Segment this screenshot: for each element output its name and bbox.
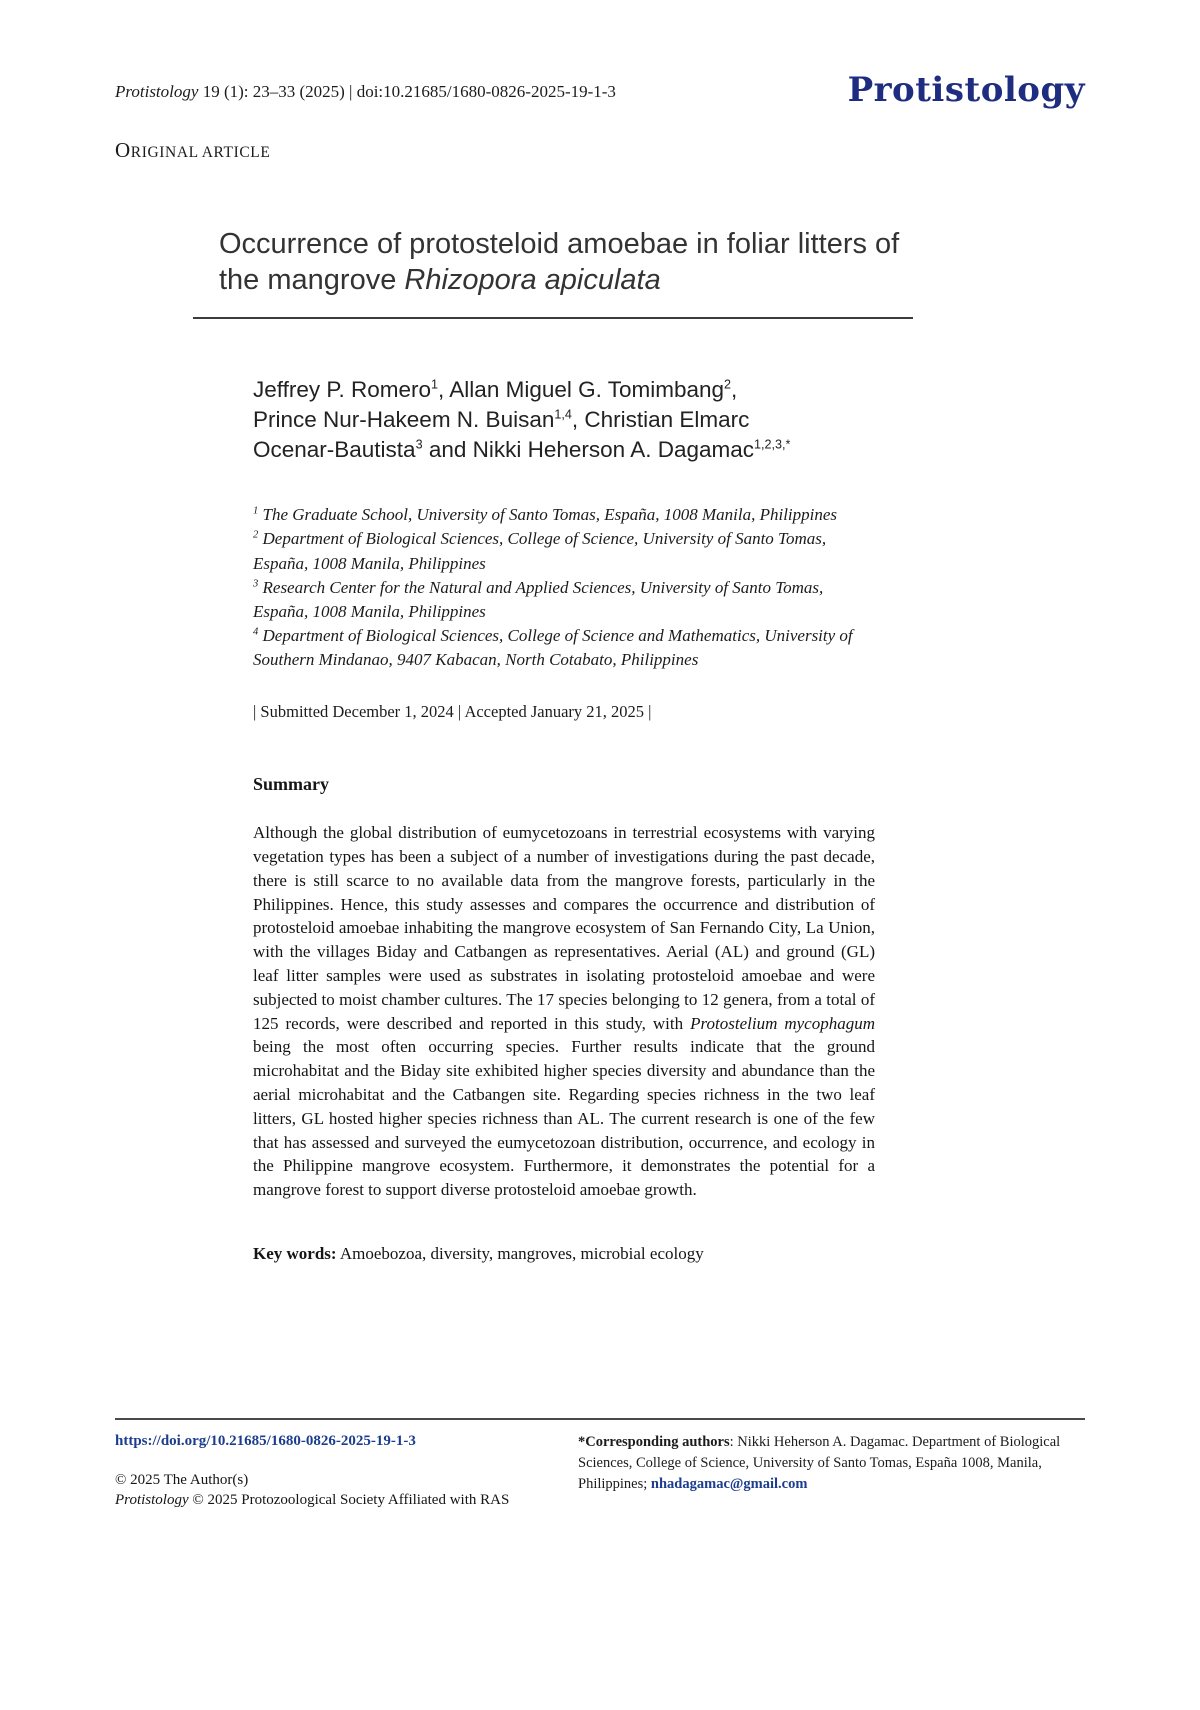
affiliation-item: [253, 624, 875, 672]
doi-link[interactable]: https://doi.org/10.21685/1680-0826-2025-19-1-3: [115, 1433, 416, 1449]
affiliation-number: 1: [253, 505, 259, 517]
copyright-text: © 2025 The Author(s): [115, 1472, 249, 1488]
author-name: Ocenar-Bautista: [253, 437, 416, 463]
author-superscript: 1,4: [554, 407, 572, 422]
affiliation-number: 4: [253, 626, 259, 638]
society-text: [115, 1492, 565, 1509]
society-journal-name: Protistology: [115, 1492, 189, 1508]
corresponding-label: *Corresponding authors: [578, 1434, 730, 1450]
paper-title: [219, 227, 909, 299]
affiliation-text: The Graduate School, University of Santo Tomas, España, 1008 Manila, Philippines: [262, 505, 838, 525]
author-name: Nikki Heherson A. Dagamac: [472, 437, 755, 463]
author-name: Prince Nur-Hakeem N. Buisan: [253, 407, 555, 433]
authors-block: [253, 375, 1085, 465]
page-footer: [115, 1418, 1085, 1509]
citation-journal-name: Protistology: [115, 82, 199, 101]
author-name: Jeffrey P. Romero: [253, 376, 432, 402]
citation-details: 19 (1): 23–33 (2025) | doi:10.21685/1680-0826-2025-19-1-3: [198, 82, 616, 101]
summary-heading: Summary: [253, 774, 329, 795]
keywords-label: Key words:: [253, 1243, 337, 1263]
article-type-label: [115, 138, 1085, 163]
author-separator: and: [422, 437, 473, 463]
author-name: Christian Elmarc: [584, 407, 750, 433]
article-type-rest: RIGINAL ARTICLE: [130, 144, 271, 161]
affiliation-text: Research Center for the Natural and Applied Sciences, University of Santo Tomas, España, 1008 Manila, Philippines: [253, 577, 824, 621]
species-name-italic: Protostelium mycophagum: [690, 1013, 875, 1033]
affiliation-number: 3: [253, 578, 259, 590]
author-line: [253, 375, 1085, 405]
author-separator: ,: [731, 376, 738, 402]
author-separator: ,: [438, 376, 450, 402]
author-superscript: 3: [415, 437, 423, 452]
affiliation-item: [253, 527, 875, 575]
email-link[interactable]: nhadagamac@gmail.com: [650, 1476, 808, 1493]
affiliation-text: Department of Biological Sciences, College of Science and Mathematics, University of Southern Mindanao, 9407 Kabacan, North Cotabato, Philippines: [253, 625, 853, 670]
affiliation-item: [253, 503, 875, 527]
society-rest: © 2025 Protozoological Society Affiliated with RAS: [188, 1492, 510, 1508]
keywords-text: Amoebozoa, diversity, mangroves, microbial ecology: [336, 1243, 704, 1263]
author-name: Allan Miguel G. Tomimbang: [449, 376, 725, 402]
author-line: [253, 435, 1085, 465]
footer-left-column: [115, 1432, 565, 1509]
paper-title-species: Rhizopora apiculata: [404, 263, 661, 296]
summary-part2: being the most often occurring species. Further results indicate that the ground microhabitat and the Biday site exhibited higher species diversity and abundance than the aerial microhabitat and the Catbangen site. Regarding species richness in the two leaf litters, GL hosted higher species richness than AL. The current research is one of the few that has assessed and surveyed the eumycetozoan distribution, occurrence, and ecology in the Philippine mangrove ecosystem. Furthermore, it demonstrates the potential for a mangrove forest to support diverse protosteloid amoebae growth.: [253, 1037, 875, 1200]
corresponding-authors-note: [578, 1432, 1085, 1509]
summary-text: [253, 821, 875, 1202]
journal-logo: Protistology: [847, 70, 1085, 110]
affiliation-text: Department of Biological Sciences, College of Science, University of Santo Tomas, España, 1008 Manila, Philippines: [253, 529, 827, 573]
article-type-initial: O: [115, 138, 131, 162]
author-line: [253, 405, 1085, 435]
author-superscript: 2: [724, 377, 732, 392]
title-divider: [193, 317, 913, 319]
author-separator: ,: [571, 407, 585, 433]
header-citation: [115, 82, 616, 102]
author-superscript: 1: [431, 377, 439, 392]
author-superscript: 1,2,3,*: [754, 437, 791, 452]
corresponding-text: : Nikki Heherson A. Dagamac. Department of Biological Sciences, College of Science, University of Santo Tomas, España 1008, Manila, Philippines;: [578, 1434, 1061, 1493]
affiliations-block: [253, 503, 875, 672]
paper-title-text: Occurrence of protosteloid amoebae in foliar litters of the mangrove: [219, 228, 900, 296]
summary-part1: Although the global distribution of eumycetozoans in terrestrial ecosystems with varying vegetation types has been a subject of a number of investigations during the past decade, there is still scarce to no available data from the mangrove forests, particularly in the Philippines. Hence, this study assesses and compares the occurrence and distribution of protosteloid amoebae inhabiting the mangrove ecosystem of San Fernando City, La Union, with the villages Biday and Catbangen as representatives. Aerial (AL) and ground (GL) leaf litter samples were used as substrates in isolating protosteloid amoebae and were subjected to moist chamber cultures. The 17 species belonging to 12 genera, from a total of 125 records, were described and reported in this study, with: [253, 823, 875, 1033]
page-header: [115, 70, 1085, 110]
title-block: [219, 227, 909, 319]
submission-dates: | Submitted December 1, 2024 | Accepted January 21, 2025 |: [253, 702, 652, 722]
affiliation-item: [253, 576, 875, 624]
keywords-line: [253, 1244, 1085, 1264]
affiliation-number: 2: [253, 529, 259, 541]
